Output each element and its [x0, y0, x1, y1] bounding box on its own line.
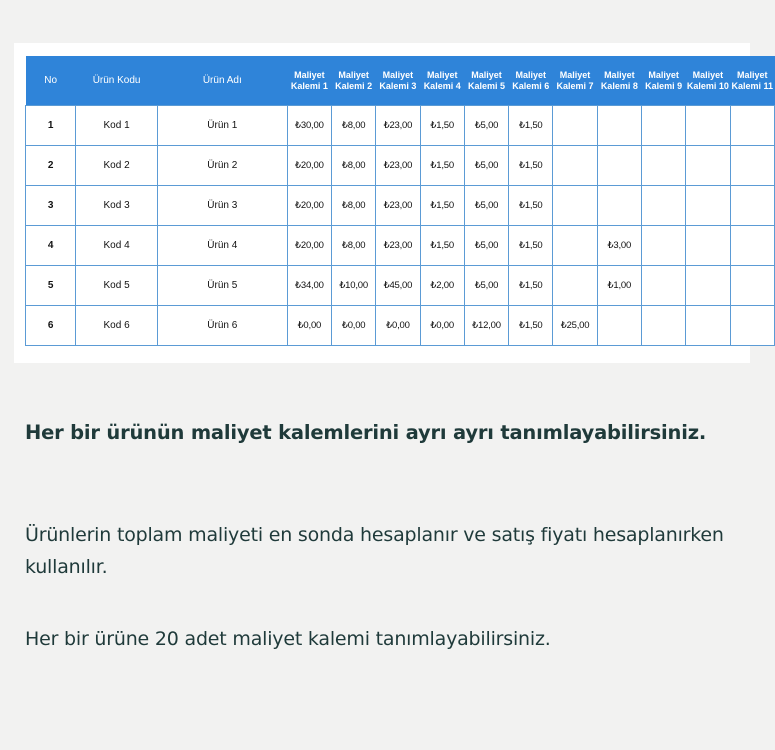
cell-cost-item-8[interactable] [597, 106, 641, 146]
cell-cost-item-3[interactable]: ₺0,00 [376, 306, 420, 346]
cell-cost-item-4[interactable]: ₺2,00 [420, 266, 464, 306]
cell-no[interactable]: 5 [26, 266, 76, 306]
cell-cost-item-10[interactable] [686, 146, 730, 186]
cell-cost-item-6[interactable]: ₺1,50 [509, 306, 553, 346]
cell-cost-item-10[interactable] [686, 266, 730, 306]
cell-product-name[interactable]: Ürün 5 [157, 266, 287, 306]
cell-cost-item-1[interactable]: ₺20,00 [287, 226, 331, 266]
cell-cost-item-8[interactable]: ₺3,00 [597, 226, 641, 266]
cell-no[interactable]: 3 [26, 186, 76, 226]
cell-cost-item-2[interactable]: ₺8,00 [332, 106, 376, 146]
cell-cost-item-6[interactable]: ₺1,50 [509, 266, 553, 306]
cell-cost-item-1[interactable]: ₺30,00 [287, 106, 331, 146]
table-row [26, 106, 775, 146]
cell-cost-item-7[interactable] [553, 186, 597, 226]
cell-cost-item-8[interactable]: ₺1,00 [597, 266, 641, 306]
cell-cost-item-7[interactable] [553, 266, 597, 306]
feature-paragraph-cost-item-limit: Her bir ürüne 20 adet maliyet kalemi tanımlayabilirsiniz. [25, 628, 551, 650]
table-row [26, 306, 775, 346]
table-body [26, 106, 775, 346]
cost-items-table [25, 56, 775, 346]
header-no: No [26, 56, 76, 106]
cell-cost-item-9[interactable] [641, 306, 685, 346]
cell-no[interactable]: 1 [26, 106, 76, 146]
cell-product-name[interactable]: Ürün 4 [157, 226, 287, 266]
header-cost-item-3: Maliyet Kalemi 3 [376, 56, 420, 106]
header-cost-item-4: Maliyet Kalemi 4 [420, 56, 464, 106]
cell-cost-item-5[interactable]: ₺5,00 [464, 186, 508, 226]
cell-product-name[interactable]: Ürün 2 [157, 146, 287, 186]
feature-heading: Her bir ürünün maliyet kalemlerini ayrı ayrı tanımlayabilirsiniz. [25, 421, 707, 444]
cell-cost-item-9[interactable] [641, 226, 685, 266]
cell-product-code[interactable]: Kod 6 [76, 306, 158, 346]
cell-cost-item-9[interactable] [641, 266, 685, 306]
header-cost-item-2: Maliyet Kalemi 2 [332, 56, 376, 106]
cell-cost-item-1[interactable]: ₺20,00 [287, 186, 331, 226]
cell-product-code[interactable]: Kod 5 [76, 266, 158, 306]
cell-cost-item-2[interactable]: ₺8,00 [332, 186, 376, 226]
cell-cost-item-4[interactable]: ₺0,00 [420, 306, 464, 346]
cell-cost-item-1[interactable]: ₺20,00 [287, 146, 331, 186]
cell-cost-item-7[interactable] [553, 226, 597, 266]
cell-cost-item-2[interactable]: ₺8,00 [332, 226, 376, 266]
cell-cost-item-3[interactable]: ₺23,00 [376, 186, 420, 226]
header-cost-item-7: Maliyet Kalemi 7 [553, 56, 597, 106]
cell-cost-item-7[interactable] [553, 146, 597, 186]
cell-cost-item-2[interactable]: ₺10,00 [332, 266, 376, 306]
header-product-code: Ürün Kodu [76, 56, 158, 106]
cell-cost-item-5[interactable]: ₺5,00 [464, 146, 508, 186]
header-cost-item-10: Maliyet Kalemi 10 [686, 56, 730, 106]
header-product-name: Ürün Adı [157, 56, 287, 106]
cell-cost-item-6[interactable]: ₺1,50 [509, 226, 553, 266]
cell-cost-item-9[interactable] [641, 146, 685, 186]
cell-product-name[interactable]: Ürün 1 [157, 106, 287, 146]
cell-cost-item-8[interactable] [597, 186, 641, 226]
cell-cost-item-11[interactable] [730, 266, 774, 306]
cell-cost-item-2[interactable]: ₺8,00 [332, 146, 376, 186]
cell-cost-item-10[interactable] [686, 226, 730, 266]
header-row [26, 56, 775, 106]
cell-cost-item-5[interactable]: ₺5,00 [464, 266, 508, 306]
cell-cost-item-5[interactable]: ₺12,00 [464, 306, 508, 346]
cell-cost-item-5[interactable]: ₺5,00 [464, 106, 508, 146]
cell-cost-item-4[interactable]: ₺1,50 [420, 226, 464, 266]
cell-product-name[interactable]: Ürün 3 [157, 186, 287, 226]
cell-cost-item-7[interactable]: ₺25,00 [553, 306, 597, 346]
table-row [26, 186, 775, 226]
cell-cost-item-5[interactable]: ₺5,00 [464, 226, 508, 266]
table-row [26, 146, 775, 186]
table-row [26, 266, 775, 306]
header-cost-item-6: Maliyet Kalemi 6 [509, 56, 553, 106]
cell-no[interactable]: 4 [26, 226, 76, 266]
cell-cost-item-10[interactable] [686, 106, 730, 146]
cell-product-code[interactable]: Kod 3 [76, 186, 158, 226]
cell-cost-item-1[interactable]: ₺0,00 [287, 306, 331, 346]
cell-product-code[interactable]: Kod 2 [76, 146, 158, 186]
cell-cost-item-6[interactable]: ₺1,50 [509, 146, 553, 186]
cell-product-code[interactable]: Kod 4 [76, 226, 158, 266]
feature-paragraph-total-cost: Ürünlerin toplam maliyeti en sonda hesaplanır ve satış fiyatı hesaplanırken kullanılır. [25, 524, 724, 578]
cell-cost-item-2[interactable]: ₺0,00 [332, 306, 376, 346]
cell-cost-item-10[interactable] [686, 306, 730, 346]
cell-cost-item-6[interactable]: ₺1,50 [509, 106, 553, 146]
header-cost-item-8: Maliyet Kalemi 8 [597, 56, 641, 106]
cell-no[interactable]: 2 [26, 146, 76, 186]
cell-cost-item-3[interactable]: ₺23,00 [376, 106, 420, 146]
table-row [26, 226, 775, 266]
cell-cost-item-4[interactable]: ₺1,50 [420, 146, 464, 186]
cell-cost-item-8[interactable] [597, 146, 641, 186]
header-cost-item-9: Maliyet Kalemi 9 [641, 56, 685, 106]
cell-cost-item-7[interactable] [553, 106, 597, 146]
cell-product-name[interactable]: Ürün 6 [157, 306, 287, 346]
cell-cost-item-6[interactable]: ₺1,50 [509, 186, 553, 226]
spreadsheet-panel [14, 43, 774, 363]
cell-cost-item-3[interactable]: ₺45,00 [376, 266, 420, 306]
cell-cost-item-10[interactable] [686, 186, 730, 226]
cell-cost-item-3[interactable]: ₺23,00 [376, 146, 420, 186]
cell-cost-item-9[interactable] [641, 106, 685, 146]
cell-cost-item-1[interactable]: ₺34,00 [287, 266, 331, 306]
cell-cost-item-11[interactable] [730, 146, 774, 186]
cell-cost-item-4[interactable]: ₺1,50 [420, 186, 464, 226]
cell-cost-item-11[interactable] [730, 226, 774, 266]
cell-cost-item-3[interactable]: ₺23,00 [376, 226, 420, 266]
cell-cost-item-11[interactable] [730, 106, 774, 146]
cell-cost-item-11[interactable] [730, 306, 774, 346]
cell-cost-item-4[interactable]: ₺1,50 [420, 106, 464, 146]
cell-cost-item-8[interactable] [597, 306, 641, 346]
cell-cost-item-9[interactable] [641, 186, 685, 226]
cell-cost-item-11[interactable] [730, 186, 774, 226]
cell-product-code[interactable]: Kod 1 [76, 106, 158, 146]
header-cost-item-1: Maliyet Kalemi 1 [287, 56, 331, 106]
header-cost-item-11: Maliyet Kalemi 11 [730, 56, 774, 106]
cell-no[interactable]: 6 [26, 306, 76, 346]
header-cost-item-5: Maliyet Kalemi 5 [464, 56, 508, 106]
